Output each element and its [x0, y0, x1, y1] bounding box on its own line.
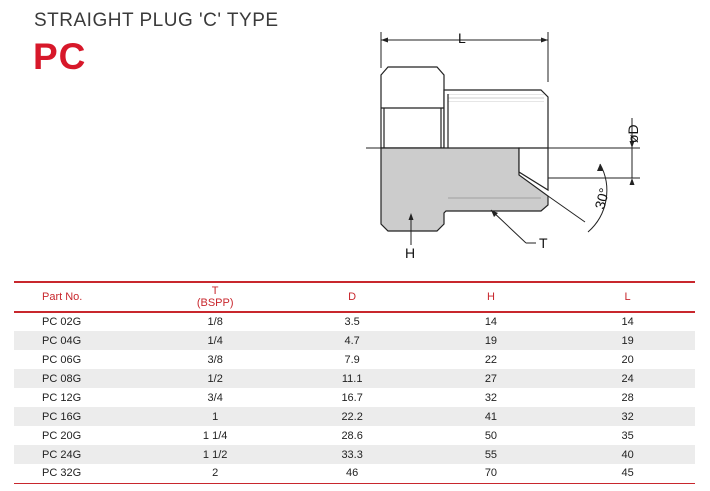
- table-row: [14, 369, 695, 388]
- cell-l: 35: [621, 429, 634, 442]
- cell-l: 14: [621, 316, 634, 328]
- table-row: [14, 350, 695, 369]
- cell-d: 33.3: [341, 448, 363, 461]
- cell-h: 41: [484, 410, 498, 423]
- cell-part: PC 08G: [42, 372, 82, 385]
- col-h: H: [486, 291, 495, 303]
- cell-part: PC 32G: [42, 467, 82, 480]
- cell-l: 24: [621, 372, 634, 385]
- t-label: T: [539, 235, 548, 251]
- cell-t: 3/8: [207, 353, 223, 366]
- cell-t: 1 1/4: [202, 429, 228, 442]
- cell-d: 3.5: [344, 316, 360, 328]
- cell-t: 3/4: [207, 391, 223, 404]
- cell-d: 46: [346, 467, 359, 480]
- cell-d: 11.1: [341, 372, 363, 385]
- product-title: STRAIGHT PLUG 'C' TYPE: [34, 10, 279, 31]
- cell-t: 1/8: [207, 316, 223, 328]
- cell-h: 27: [484, 372, 498, 385]
- table-row: [14, 312, 695, 331]
- cell-d: 22.2: [341, 410, 363, 423]
- col-t-main: T: [211, 285, 219, 297]
- col-l: L: [624, 291, 631, 303]
- cell-part: PC 04G: [42, 334, 82, 347]
- cell-h: 50: [484, 429, 498, 442]
- product-code: PC: [33, 36, 87, 77]
- table-row: [14, 407, 695, 426]
- dimensions-table: [14, 281, 695, 484]
- cell-d: 16.7: [341, 391, 363, 404]
- col-t: [148, 282, 283, 312]
- table-row: [14, 426, 695, 445]
- col-d: D: [348, 291, 357, 303]
- l-label: L: [458, 30, 466, 46]
- col-part-no: Part No.: [42, 291, 83, 303]
- cell-t: 1/2: [207, 372, 223, 385]
- cell-h: 14: [484, 316, 498, 328]
- cell-h: 22: [484, 353, 498, 366]
- plug-section-view: [381, 148, 548, 231]
- cell-l: 45: [621, 467, 634, 480]
- cell-l: 32: [621, 410, 634, 423]
- t-leader: [491, 210, 536, 243]
- cell-l: 19: [621, 334, 634, 347]
- cell-part: PC 02G: [42, 316, 82, 328]
- table-header-row: [14, 282, 695, 312]
- cell-t: 1/4: [207, 334, 223, 347]
- cell-part: PC 20G: [42, 429, 82, 442]
- cell-part: PC 24G: [42, 448, 82, 461]
- cell-l: 40: [621, 448, 634, 461]
- table-row: [14, 331, 695, 350]
- cell-h: 70: [484, 467, 498, 480]
- col-t-sub: (BSPP): [196, 297, 234, 309]
- cell-h: 19: [484, 334, 498, 347]
- cell-part: PC 12G: [42, 391, 82, 404]
- table-row: [14, 445, 695, 464]
- cell-t: 1: [212, 410, 219, 423]
- cell-l: 28: [621, 391, 634, 404]
- cell-t: 2: [212, 467, 219, 480]
- cell-part: PC 16G: [42, 410, 82, 423]
- cell-d: 4.7: [344, 334, 360, 347]
- plug-exterior-view: [381, 67, 548, 148]
- cell-h: 55: [484, 448, 498, 461]
- cell-d: 28.6: [341, 429, 363, 442]
- cell-part: PC 06G: [42, 353, 82, 366]
- h-label: H: [405, 245, 416, 261]
- table-row: [14, 388, 695, 407]
- angle-label: 30°: [591, 186, 613, 211]
- table-row: [14, 464, 695, 483]
- cell-t: 1 1/2: [202, 448, 228, 461]
- d-label: øD: [625, 124, 641, 143]
- cell-d: 7.9: [344, 353, 360, 366]
- cell-l: 20: [621, 353, 634, 366]
- cell-h: 32: [484, 391, 498, 404]
